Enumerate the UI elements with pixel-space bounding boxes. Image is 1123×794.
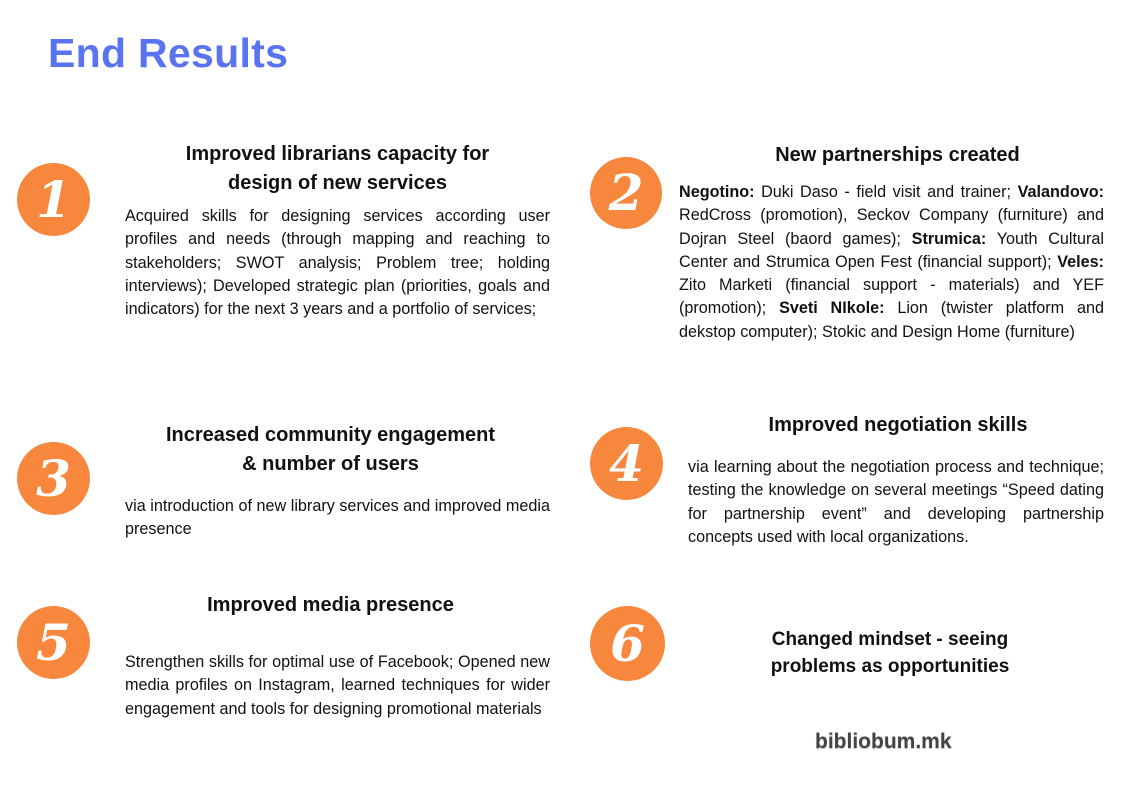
brand-logo-text: bibliobum.mk [815,730,952,753]
number-circle-5: 5 [17,606,90,679]
heading-1 [125,140,550,198]
number-circle-3: 3 [17,442,90,515]
location-strumica: Strumica: [911,229,987,248]
heading-5 [118,591,543,620]
location-sveti-nikole: Sveti NIkole: [779,299,885,318]
heading-6 [740,626,1040,680]
heading-6-line-2: problems as opportunities [770,656,1010,677]
heading-2 [679,141,1116,170]
number-circle-6: 6 [590,606,665,681]
body-5: Strengthen skills for optimal use of Facebook; Opened new media profiles on Instagram, learned techniques for wider engagement and tools for designing promotional materials [125,653,550,718]
location-veles: Veles: [1057,252,1104,271]
heading-3-line-1: Increased community engagement [166,424,495,446]
partners-strumica: Youth Cultural Center and Strumica Open Fest (financial support); [679,229,1105,271]
heading-3 [118,421,543,479]
heading-5-line-1: Improved media presence [207,594,454,616]
partners-sveti-nikole: Lion (twister platform and dekstop computer); Stokic and Design Home (furniture) [679,299,1104,341]
partners-veles: Zito Marketi (financial support - materials) and YEF (promotion); [679,276,1104,318]
body-1: Acquired skills for designing services according user profiles and needs (through mapping and reaching to stakeholders; SWOT analysis; Problem tree; holding interviews); Developed strategic plan (priorities, goals and indicators) for the next 3 years and a portfolio of services; [125,207,550,319]
body-4: via learning about the negotiation process and technique; testing the knowledge on several meetings “Speed dating for partnership event” and developing partnership concepts used with local organizations. [688,458,1104,546]
number-circle-4: 4 [590,427,663,500]
heading-6-line-1: Changed mindset - seeing [771,629,1009,650]
heading-2-line-1: New partnerships created [775,144,1020,166]
heading-1-line-2: design of new services [228,172,447,194]
heading-4-line-1: Improved negotiation skills [768,414,1028,436]
number-circle-1: 1 [17,163,90,236]
number-circle-2: 2 [590,157,662,229]
heading-1-line-1: Improved librarians capacity for [185,143,490,165]
body-2 [679,181,1104,344]
partners-valandovo: RedCross (promotion), Seckov Company (furniture) and Dojran Steel (baord games); [679,206,1104,248]
location-valandovo: Valandovo: [1017,183,1104,201]
body-3: via introduction of new library services and improved media presence [125,497,550,539]
location-negotino: Negotino: [679,183,755,201]
heading-3-line-2: & number of users [242,453,419,475]
heading-4 [688,411,1108,440]
page-title: End Results [48,30,289,76]
partners-negotino: Duki Daso - field visit and trainer; [754,183,1018,201]
